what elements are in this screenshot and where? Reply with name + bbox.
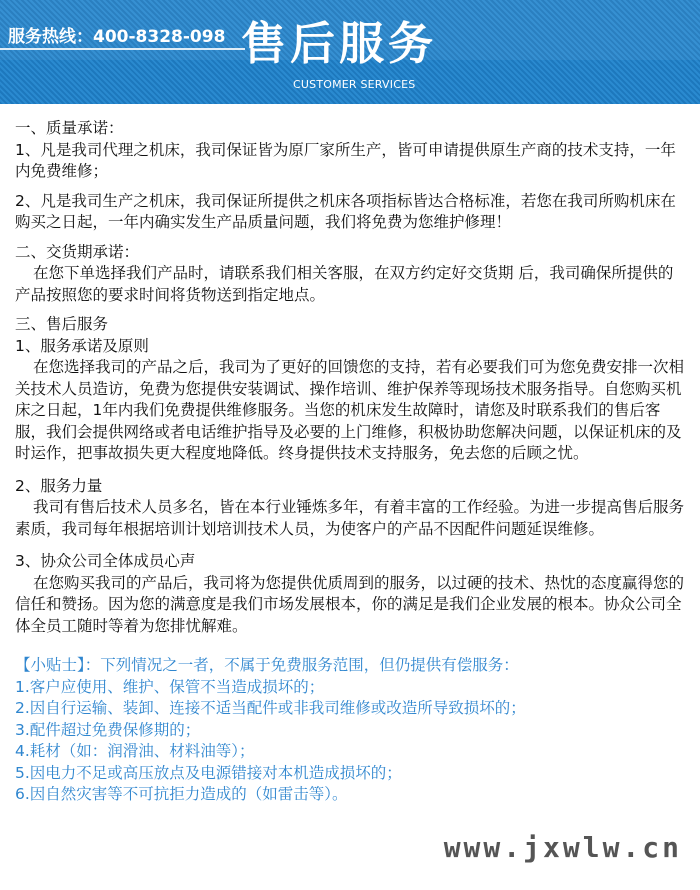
- service-principle-title: 1、服务承诺及原则: [15, 336, 149, 355]
- service-principle-body: 在您选择我司的产品之后，我司为了更好的回馈您的支持，若有必要我们可为您免费安排一次相关技术人员造访，免费为您提供安装调试、操作培训、维护保养等现场技术服务指导。自您购买机床之日起，1年内我们免费提供维修服务。当您的机床发生故障时，请您及时联系我们的售后客服，我们会提供网络或者电话维护指导及必要的上门维修，积极协助您解决问题，以保证机床的及时运作，把事故损失更大程度地降低。终身提供技术支持服务，免去您的后顾之忧。: [15, 358, 685, 462]
- tips-item: 5.因电力不足或高压放点及电源错接对本机造成损坏的；: [15, 763, 402, 782]
- company-voice-title: 3、协众公司全体成员心声: [15, 552, 196, 570]
- tips-section: [15, 655, 687, 806]
- quality-item-2: 2、凡是我司生产之机床，我司保证所提供之机床各项指标皆达合格标准，若您在我司所购机床在购买之日起，一年内确实发生产品质量问题，我们将免费为您维护修理！: [15, 191, 676, 231]
- content-body: [15, 118, 687, 806]
- tips-item: 2.因自行运输、装卸、连接不适当配件或非我司维修或改造所导致损坏的；: [15, 699, 526, 717]
- header-banner: [0, 0, 700, 104]
- service-hotline: 服务热线：400-8328-098: [8, 27, 226, 47]
- hotline-underline: [0, 48, 245, 50]
- service-strength-body: 我司有售后技术人员多名，皆在本行业锤炼多年，有着丰富的工作经验。为进一步提高售后服务素质，我司每年根据培训计划培训技术人员，为使客户的产品不因配件问题延误维修。: [15, 498, 685, 538]
- service-strength-title: 2、服务力量: [15, 476, 103, 495]
- site-watermark: www.jxwlw.cn: [443, 831, 682, 864]
- page-subtitle: CUSTOMER SERVICES: [293, 78, 416, 91]
- delivery-heading: 二、交货期承诺：: [15, 242, 140, 261]
- tips-item: 3.配件超过免费保修期的；: [15, 720, 201, 739]
- company-voice-body: 在您购买我司的产品后，我司将为您提供优质周到的服务，以过硬的技术、热忱的态度赢得您的信任和赞扬。因为您的满意度是我们市场发展根本，你的满足是我们企业发展的根本。协众公司全体全员工随时等着为您排忧解难。: [15, 573, 685, 635]
- quality-item-1: 1、凡是我司代理之机床，我司保证皆为原厂家所生产，皆可申请提供原生产商的技术支持，一年内免费维修；: [15, 140, 676, 180]
- tips-item: 1.客户应使用、维护、保管不当造成损坏的；: [15, 677, 325, 696]
- page-title: 售后服务: [241, 17, 438, 70]
- tips-item: 4.耗材（如：润滑油、材料油等）；: [15, 742, 255, 760]
- quality-heading: 一、质量承诺：: [15, 119, 124, 137]
- delivery-body: 在您下单选择我们产品时，请联系我们相关客服，在双方约定好交货期 后，我司确保所提供的产品按照您的要求时间将货物送到指定地点。: [15, 264, 674, 304]
- tips-item: 6.因自然灾害等不可抗拒力造成的（如雷击等）。: [15, 785, 348, 803]
- tips-heading: 【小贴士】：下列情况之一者，不属于免费服务范围，但仍提供有偿服务：: [15, 656, 519, 674]
- aftersales-heading: 三、售后服务: [15, 315, 109, 333]
